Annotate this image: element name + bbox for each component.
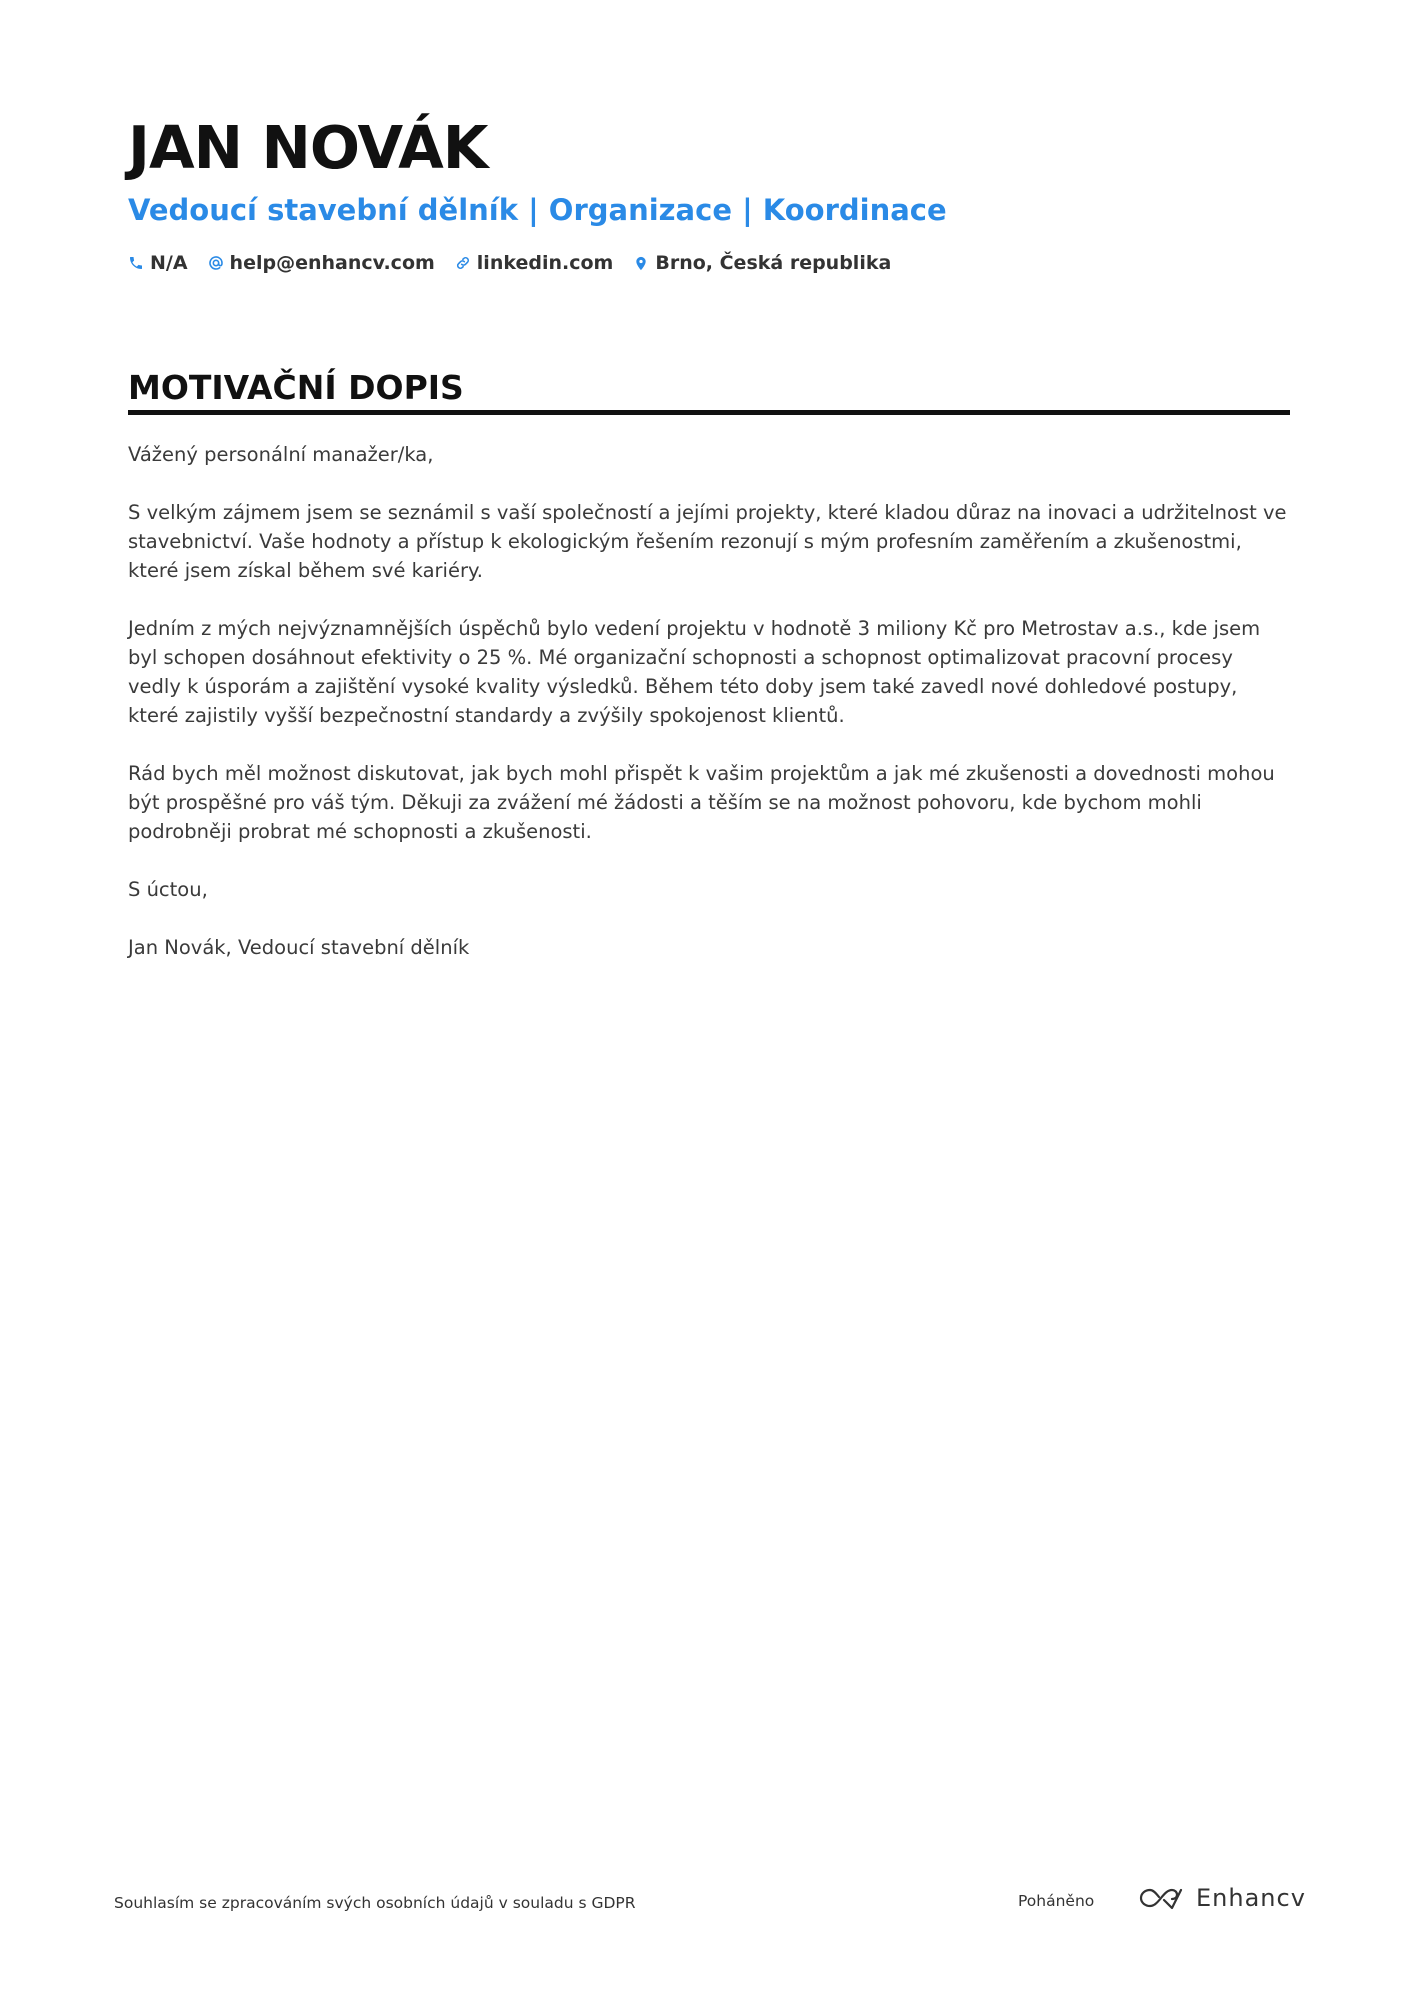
section-title: MOTIVAČNÍ DOPIS [128,368,464,407]
powered-by-label: Poháněno [1018,1892,1095,1910]
contact-phone [128,252,188,274]
candidate-headline: Vedoucí stavební dělník | Organizace | Koordinace [128,193,947,227]
contact-location [633,252,891,274]
letter-greeting: Vážený personální manažer/ka, [128,443,434,466]
letter-signature: Jan Novák, Vedoucí stavební dělník [128,936,470,959]
letter-paragraph: S velkým zájmem jsem se seznámil s vaší společností a jejími projekty, které kladou důraz na inovaci a udržitelnost ve stavebnictví. Vaše hodnoty a přístup k ekologickým řešením rezonují s mým profesním zaměřením a zkušenostmi, které jsem získal během své kariéry. [128,501,1287,582]
gdpr-consent: Souhlasím se zpracováním svých osobních údajů v souladu s GDPR [114,1894,636,1912]
enhancv-logo-icon [1138,1886,1184,1910]
linkedin-value: linkedin.com [476,252,614,274]
link-icon [455,255,471,271]
contact-email[interactable] [208,252,435,274]
location-value: Brno, Česká republika [655,252,892,274]
letter-paragraph: Rád bych měl možnost diskutovat, jak bych mohl přispět k vašim projektům a jak mé zkušenosti a dovednosti mohou být prospěšné pro váš tým. Děkuji za zvážení mé žádosti a těším se na možnost pohovoru, kde bychom mohli podrobněji probrat mé schopnosti a zkušenosti. [128,762,1275,843]
phone-value: N/A [150,252,188,274]
email-value: help@enhancv.com [229,252,435,274]
enhancv-brand[interactable] [1138,1884,1306,1912]
candidate-name: JAN NOVÁK [128,113,488,182]
brand-name: Enhancv [1196,1884,1306,1912]
location-pin-icon [633,255,649,272]
at-icon [208,255,224,271]
letter-paragraph: Jedním z mých nejvýznamnějších úspěchů bylo vedení projektu v hodnotě 3 miliony Kč pro Metrostav a.s., kde jsem byl schopen dosáhnout efektivity o 25 %. Mé organizační schopnosti a schopnost optimalizovat pracovní procesy vedly k úsporám a zajištění vysoké kvality výsledků. Během této doby jsem také zavedl nové dohledové postupy, které zajistily vyšší bezpečnostní standardy a zvýšily spokojenost klientů. [128,617,1261,727]
letter-body [128,440,1290,991]
phone-icon [128,255,144,271]
section-divider [128,410,1290,415]
contact-info [128,252,911,274]
letter-closing: S úctou, [128,878,208,901]
contact-linkedin[interactable] [455,252,614,274]
